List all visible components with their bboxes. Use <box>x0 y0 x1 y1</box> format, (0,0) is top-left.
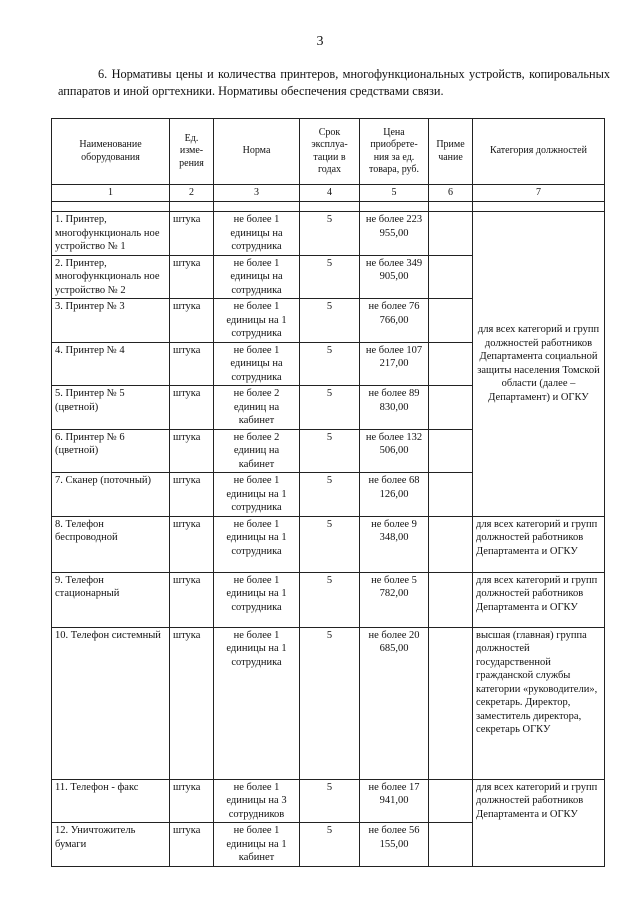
table-row <box>52 627 605 779</box>
table-row <box>52 516 605 572</box>
price-cell: не более 20 685,00 <box>360 627 429 779</box>
note-cell <box>429 299 473 343</box>
note-cell <box>429 473 473 517</box>
note-cell <box>429 572 473 627</box>
equipment-name: 8. Телефон беспроводной <box>52 516 170 572</box>
norms-table <box>51 118 605 867</box>
category-phone-system: высшая (главная) группа должностей государственной гражданской службы категории «руководители», секретарь. Директор, заместитель директора, секретарь ОГКУ <box>473 627 605 779</box>
note-cell <box>429 627 473 779</box>
unit-cell: штука <box>170 342 214 386</box>
equipment-name: 4. Принтер № 4 <box>52 342 170 386</box>
header-norm: Норма <box>214 119 300 185</box>
price-cell: не более 56 155,00 <box>360 823 429 867</box>
column-number-row <box>52 185 605 202</box>
note-cell <box>429 516 473 572</box>
unit-cell: штука <box>170 516 214 572</box>
equipment-name: 12. Уничтожитель бумаги <box>52 823 170 867</box>
note-cell <box>429 342 473 386</box>
term-cell: 5 <box>300 572 360 627</box>
unit-cell: штука <box>170 429 214 473</box>
unit-cell: штука <box>170 627 214 779</box>
header-category: Категория должностей <box>473 119 605 185</box>
term-cell: 5 <box>300 516 360 572</box>
price-cell: не более 223 955,00 <box>360 212 429 256</box>
term-cell: 5 <box>300 255 360 299</box>
header-unit: Ед. изме-рения <box>170 119 214 185</box>
equipment-name: 2. Принтер, многофункциональ ное устройство № 2 <box>52 255 170 299</box>
term-cell: 5 <box>300 473 360 517</box>
column-number: 6 <box>429 185 473 202</box>
price-cell: не более 9 348,00 <box>360 516 429 572</box>
norm-cell: не более 1 единицы на 3 сотрудников <box>214 779 300 823</box>
norm-cell: не более 1 единицы на 1 сотрудника <box>214 627 300 779</box>
column-number: 3 <box>214 185 300 202</box>
unit-cell: штука <box>170 255 214 299</box>
column-number: 2 <box>170 185 214 202</box>
page-number: 3 <box>316 34 324 49</box>
category-phone-wireless: для всех категорий и групп должностей работников Департамента и ОГКУ <box>473 516 605 572</box>
category-phone-stationary: для всех категорий и групп должностей работников Департамента и ОГКУ <box>473 572 605 627</box>
unit-cell: штука <box>170 572 214 627</box>
column-number: 5 <box>360 185 429 202</box>
note-cell <box>429 212 473 256</box>
price-cell: не более 107 217,00 <box>360 342 429 386</box>
note-cell <box>429 823 473 867</box>
term-cell: 5 <box>300 299 360 343</box>
equipment-name: 5. Принтер № 5 (цветной) <box>52 386 170 430</box>
header-equipment: Наименование оборудования <box>52 119 170 185</box>
norm-cell: не более 1 единицы на сотрудника <box>214 212 300 256</box>
price-cell: не более 132 506,00 <box>360 429 429 473</box>
norm-cell: не более 2 единиц на кабинет <box>214 386 300 430</box>
equipment-name: 11. Телефон - факс <box>52 779 170 823</box>
term-cell: 5 <box>300 429 360 473</box>
table-row <box>52 572 605 627</box>
equipment-name: 10. Телефон системный <box>52 627 170 779</box>
term-cell: 5 <box>300 386 360 430</box>
spacer-row <box>52 202 605 212</box>
price-cell: не более 76 766,00 <box>360 299 429 343</box>
price-cell: не более 68 126,00 <box>360 473 429 517</box>
unit-cell: штука <box>170 299 214 343</box>
header-price: Цена приобрете-ния за ед. товара, руб. <box>360 119 429 185</box>
norm-cell: не более 1 единицы на сотрудника <box>214 342 300 386</box>
equipment-name: 9. Телефон стационарный <box>52 572 170 627</box>
norm-cell: не более 1 единицы на 1 сотрудника <box>214 572 300 627</box>
section-heading: 6. Нормативы цены и количества принтеров, многофункциональных устройств, копировальных аппаратов и иной оргтехники. Нормативы обеспечения средствами связи. <box>58 67 610 98</box>
note-cell <box>429 779 473 823</box>
term-cell: 5 <box>300 779 360 823</box>
table-row <box>52 779 605 823</box>
norm-cell: не более 1 единицы на сотрудника <box>214 255 300 299</box>
category-printers: для всех категорий и групп должностей работников Департамента социальной защиты населения Томской области (далее – Департамент) и ОГКУ <box>473 212 605 517</box>
column-number: 7 <box>473 185 605 202</box>
equipment-name: 6. Принтер № 6 (цветной) <box>52 429 170 473</box>
norm-cell: не более 2 единиц на кабинет <box>214 429 300 473</box>
equipment-name: 3. Принтер № 3 <box>52 299 170 343</box>
term-cell: 5 <box>300 342 360 386</box>
note-cell <box>429 429 473 473</box>
price-cell: не более 349 905,00 <box>360 255 429 299</box>
column-number: 4 <box>300 185 360 202</box>
table-row <box>52 212 605 256</box>
category-fax-shredder: для всех категорий и групп должностей работников Департамента и ОГКУ <box>473 779 605 866</box>
norm-cell: не более 1 единицы на 1 сотрудника <box>214 516 300 572</box>
norm-cell: не более 1 единицы на 1 кабинет <box>214 823 300 867</box>
unit-cell: штука <box>170 473 214 517</box>
term-cell: 5 <box>300 212 360 256</box>
price-cell: не более 17 941,00 <box>360 779 429 823</box>
equipment-name: 7. Сканер (поточный) <box>52 473 170 517</box>
header-row <box>52 119 605 185</box>
price-cell: не более 5 782,00 <box>360 572 429 627</box>
term-cell: 5 <box>300 823 360 867</box>
unit-cell: штука <box>170 386 214 430</box>
column-number: 1 <box>52 185 170 202</box>
norm-cell: не более 1 единицы на 1 сотрудника <box>214 473 300 517</box>
norm-cell: не более 1 единицы на 1 сотрудника <box>214 299 300 343</box>
unit-cell: штука <box>170 779 214 823</box>
header-term: Срок эксплуа-тации в годах <box>300 119 360 185</box>
term-cell: 5 <box>300 627 360 779</box>
unit-cell: штука <box>170 823 214 867</box>
equipment-name: 1. Принтер, многофункциональ ное устройство № 1 <box>52 212 170 256</box>
note-cell <box>429 386 473 430</box>
note-cell <box>429 255 473 299</box>
header-note: Приме чание <box>429 119 473 185</box>
unit-cell: штука <box>170 212 214 256</box>
price-cell: не более 89 830,00 <box>360 386 429 430</box>
